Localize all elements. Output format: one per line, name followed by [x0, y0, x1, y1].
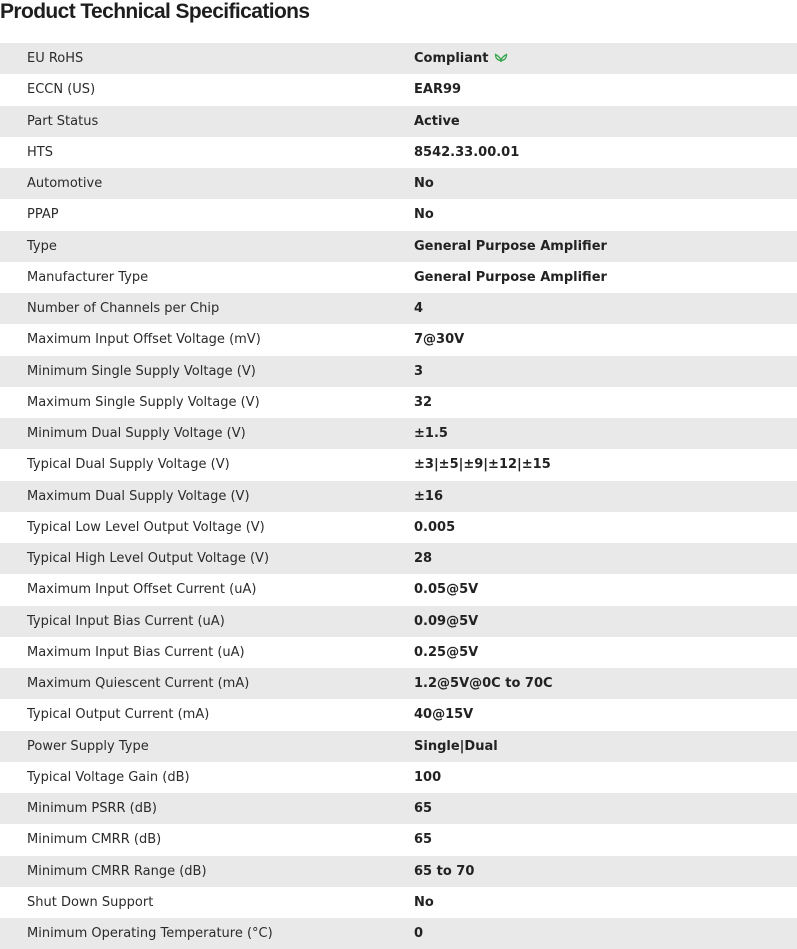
spec-label: PPAP	[27, 207, 59, 223]
spec-label: ECCN (US)	[27, 82, 96, 98]
spec-label: Typical Low Level Output Voltage (V)	[27, 519, 265, 535]
spec-value: No	[414, 176, 434, 192]
spec-value: ±3|±5|±9|±12|±15	[414, 457, 551, 473]
spec-label: Minimum CMRR (dB)	[27, 832, 162, 848]
spec-row	[0, 824, 797, 855]
spec-label: Minimum Operating Temperature (°C)	[27, 926, 273, 942]
spec-value: Active	[414, 113, 460, 129]
spec-row	[0, 262, 797, 293]
spec-value-cell	[414, 356, 797, 387]
spec-row	[0, 731, 797, 762]
spec-label: HTS	[27, 144, 53, 160]
spec-row	[0, 106, 797, 137]
spec-label: Typical Output Current (mA)	[27, 707, 210, 723]
spec-value-cell	[414, 199, 797, 230]
spec-label: Maximum Input Bias Current (uA)	[27, 644, 245, 660]
spec-value-cell	[414, 918, 797, 949]
spec-value-cell	[414, 731, 797, 762]
spec-label: Part Status	[27, 113, 99, 129]
spec-label: Power Supply Type	[27, 738, 149, 754]
spec-value: 3	[414, 363, 424, 379]
spec-value-cell	[414, 668, 797, 699]
spec-value: Single|Dual	[414, 738, 498, 754]
spec-value: 0	[414, 926, 424, 942]
spec-value: EAR99	[414, 82, 462, 98]
spec-value: 40@15V	[414, 707, 474, 723]
spec-label: Typical Input Bias Current (uA)	[27, 613, 225, 629]
spec-value: 0.05@5V	[414, 582, 479, 598]
spec-label: Type	[27, 238, 57, 254]
spec-label: Maximum Dual Supply Voltage (V)	[27, 488, 250, 504]
spec-value: 0.005	[414, 519, 456, 535]
spec-row	[0, 856, 797, 887]
spec-value: 28	[414, 551, 433, 567]
spec-value-cell	[414, 699, 797, 730]
spec-label: Minimum Single Supply Voltage (V)	[27, 363, 256, 379]
spec-value: Compliant	[414, 51, 489, 67]
spec-value-cell	[414, 137, 797, 168]
spec-value-cell	[414, 262, 797, 293]
spec-row	[0, 574, 797, 605]
spec-row	[0, 918, 797, 949]
spec-value-cell	[414, 762, 797, 793]
spec-label: Manufacturer Type	[27, 269, 149, 285]
leaf-icon	[494, 52, 508, 63]
spec-value-cell	[414, 824, 797, 855]
spec-value-cell	[414, 793, 797, 824]
spec-label: Typical High Level Output Voltage (V)	[27, 551, 270, 567]
spec-value-cell	[414, 418, 797, 449]
spec-label: Typical Voltage Gain (dB)	[27, 769, 190, 785]
spec-label: Shut Down Support	[27, 894, 154, 910]
spec-value-cell	[414, 887, 797, 918]
spec-row	[0, 137, 797, 168]
spec-value: 100	[414, 769, 442, 785]
spec-value: No	[414, 894, 434, 910]
spec-value: ±1.5	[414, 426, 448, 442]
spec-value: 65	[414, 832, 433, 848]
spec-row	[0, 324, 797, 355]
spec-value-cell	[414, 449, 797, 480]
spec-value-cell	[414, 74, 797, 105]
spec-row	[0, 387, 797, 418]
spec-row	[0, 762, 797, 793]
spec-row	[0, 231, 797, 262]
spec-table	[0, 43, 797, 949]
spec-label: Maximum Input Offset Current (uA)	[27, 582, 257, 598]
spec-value: 0.25@5V	[414, 644, 479, 660]
spec-row	[0, 481, 797, 512]
spec-value: No	[414, 207, 434, 223]
spec-value-cell	[414, 637, 797, 668]
spec-row	[0, 668, 797, 699]
spec-value: General Purpose Amplifier	[414, 238, 607, 254]
spec-value-cell	[414, 231, 797, 262]
spec-value: General Purpose Amplifier	[414, 269, 607, 285]
spec-label: Minimum Dual Supply Voltage (V)	[27, 426, 246, 442]
spec-value: 65	[414, 801, 433, 817]
spec-row	[0, 199, 797, 230]
spec-label: Number of Channels per Chip	[27, 301, 220, 317]
spec-row	[0, 74, 797, 105]
spec-value: 1.2@5V@0C to 70C	[414, 676, 553, 692]
spec-row	[0, 887, 797, 918]
spec-label: Typical Dual Supply Voltage (V)	[27, 457, 230, 473]
spec-label: Maximum Input Offset Voltage (mV)	[27, 332, 261, 348]
spec-value-cell	[414, 106, 797, 137]
spec-value: 65 to 70	[414, 863, 475, 879]
spec-value: ±16	[414, 488, 443, 504]
spec-label: Maximum Quiescent Current (mA)	[27, 676, 250, 692]
spec-table-body	[0, 43, 797, 949]
spec-label: Minimum PSRR (dB)	[27, 801, 157, 817]
spec-row	[0, 543, 797, 574]
spec-label: Automotive	[27, 176, 103, 192]
spec-row	[0, 356, 797, 387]
spec-row	[0, 699, 797, 730]
spec-row	[0, 168, 797, 199]
spec-value-cell	[414, 324, 797, 355]
spec-value-cell	[414, 512, 797, 543]
spec-row	[0, 418, 797, 449]
spec-row	[0, 512, 797, 543]
spec-value: 32	[414, 394, 433, 410]
spec-row	[0, 293, 797, 324]
spec-row	[0, 637, 797, 668]
spec-label: Minimum CMRR Range (dB)	[27, 863, 207, 879]
spec-value-cell	[414, 543, 797, 574]
spec-row	[0, 793, 797, 824]
spec-row	[0, 449, 797, 480]
spec-row	[0, 43, 797, 74]
spec-value-cell	[414, 856, 797, 887]
spec-value-cell	[414, 574, 797, 605]
spec-value-cell	[414, 43, 797, 74]
spec-value-cell	[414, 168, 797, 199]
spec-value: 7@30V	[414, 332, 465, 348]
spec-value: 8542.33.00.01	[414, 144, 520, 160]
spec-value-cell	[414, 387, 797, 418]
spec-value: 0.09@5V	[414, 613, 479, 629]
spec-value-cell	[414, 481, 797, 512]
spec-value-cell	[414, 293, 797, 324]
spec-value-cell	[414, 606, 797, 637]
spec-value: 4	[414, 301, 424, 317]
spec-row	[0, 606, 797, 637]
spec-label: Maximum Single Supply Voltage (V)	[27, 394, 260, 410]
spec-label: EU RoHS	[27, 51, 84, 67]
page-title: Product Technical Specifications	[0, 0, 310, 23]
